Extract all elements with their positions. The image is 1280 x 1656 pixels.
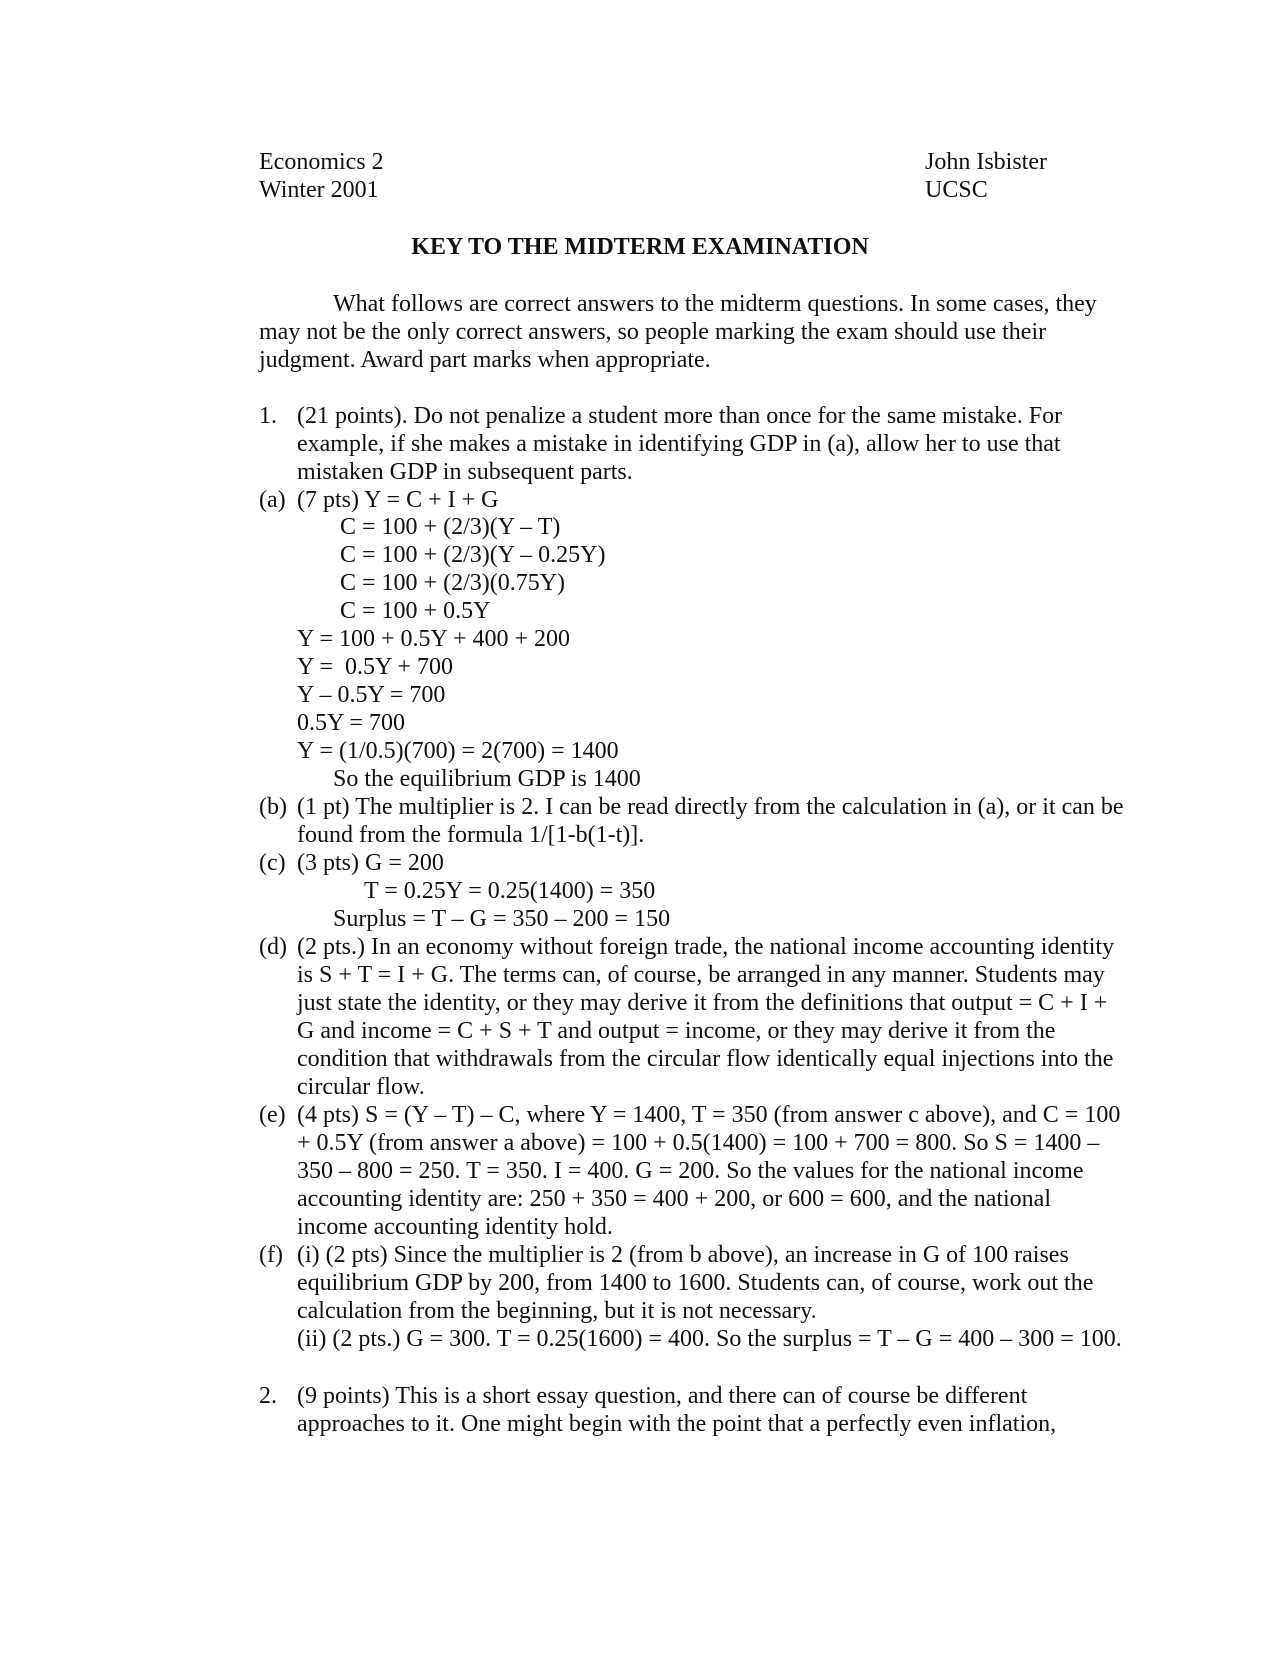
question-text-line: mistaken GDP in subsequent parts. bbox=[297, 459, 633, 485]
intro-line: may not be the only correct answers, so people marking the exam should use their bbox=[259, 319, 1047, 345]
part-e-line: + 0.5Y (from answer a above) = 100 + 0.5(1400) = 100 + 700 = 800. So S = 1400 – bbox=[297, 1130, 1100, 1156]
course-term: Winter 2001 bbox=[259, 177, 379, 203]
part-d-line: circular flow. bbox=[297, 1074, 425, 1100]
part-d-line: is S + T = I + G. The terms can, of course, be arranged in any manner. Students may bbox=[297, 962, 1105, 988]
solve-step: Y = 100 + 0.5Y + 400 + 200 bbox=[297, 626, 571, 652]
part-c-line: (3 pts) G = 200 bbox=[297, 850, 444, 876]
page-title: KEY TO THE MIDTERM EXAMINATION bbox=[411, 234, 869, 260]
part-label-c: (c) bbox=[259, 850, 286, 876]
question-text-line: approaches to it. One might begin with the point that a perfectly even inflation, bbox=[297, 1411, 1057, 1437]
part-e-line: income accounting identity hold. bbox=[297, 1214, 613, 1240]
intro-line: judgment. Award part marks when appropriate. bbox=[259, 347, 711, 373]
part-c-surplus: Surplus = T – G = 350 – 200 = 150 bbox=[333, 906, 671, 932]
part-b-line: (1 pt) The multiplier is 2. I can be read directly from the calculation in (a), or it can be bbox=[297, 794, 1124, 820]
part-c-tax: T = 0.25Y = 0.25(1400) = 350 bbox=[364, 878, 656, 904]
part-b-line: found from the formula 1/[1-b(1-t)]. bbox=[297, 822, 645, 848]
course-name: Economics 2 bbox=[259, 149, 384, 175]
question-number: 1. bbox=[259, 403, 277, 429]
question-text-line: (9 points) This is a short essay question, and there can of course be different bbox=[297, 1383, 1028, 1409]
part-a-conclusion: So the equilibrium GDP is 1400 bbox=[333, 766, 641, 792]
consumption-step: C = 100 + (2/3)(0.75Y) bbox=[340, 570, 566, 596]
solve-step: Y = (1/0.5)(700) = 2(700) = 1400 bbox=[297, 738, 619, 764]
part-label-d: (d) bbox=[259, 934, 287, 960]
instructor-name: John Isbister bbox=[925, 149, 1047, 175]
part-f-line: calculation from the beginning, but it is not necessary. bbox=[297, 1298, 817, 1324]
part-d-line: condition that withdrawals from the circular flow identically equal injections into the bbox=[297, 1046, 1114, 1072]
part-f-line: (ii) (2 pts.) G = 300. T = 0.25(1600) = 400. So the surplus = T – G = 400 – 300 = 100. bbox=[297, 1326, 1122, 1352]
part-d-line: (2 pts.) In an economy without foreign trade, the national income accounting identity bbox=[297, 934, 1115, 960]
part-label-e: (e) bbox=[259, 1102, 286, 1128]
question-text-line: example, if she makes a mistake in identifying GDP in (a), allow her to use that bbox=[297, 431, 1061, 457]
question-text-line: (21 points). Do not penalize a student more than once for the same mistake. For bbox=[297, 403, 1063, 429]
part-label-b: (b) bbox=[259, 794, 287, 820]
solve-step: 0.5Y = 700 bbox=[297, 710, 405, 736]
intro-line: What follows are correct answers to the midterm questions. In some cases, they bbox=[333, 291, 1097, 317]
solve-step: Y = 0.5Y + 700 bbox=[297, 654, 453, 680]
part-label-a: (a) bbox=[259, 487, 286, 513]
consumption-step: C = 100 + (2/3)(Y – T) bbox=[340, 514, 561, 540]
part-e-line: 350 – 800 = 250. T = 350. I = 400. G = 200. So the values for the national income bbox=[297, 1158, 1084, 1184]
question-number: 2. bbox=[259, 1383, 277, 1409]
part-a-equation: (7 pts) Y = C + I + G bbox=[297, 487, 499, 513]
part-d-line: just state the identity, or they may derive it from the definitions that output = C + I + bbox=[297, 990, 1108, 1016]
part-f-line: equilibrium GDP by 200, from 1400 to 1600. Students can, of course, work out the bbox=[297, 1270, 1094, 1296]
part-e-line: (4 pts) S = (Y – T) – C, where Y = 1400, T = 350 (from answer c above), and C = 100 bbox=[297, 1102, 1121, 1128]
institution-name: UCSC bbox=[925, 177, 988, 203]
part-f-line: (i) (2 pts) Since the multiplier is 2 (from b above), an increase in G of 100 raises bbox=[297, 1242, 1069, 1268]
part-d-line: G and income = C + S + T and output = income, or they may derive it from the bbox=[297, 1018, 1056, 1044]
consumption-step: C = 100 + 0.5Y bbox=[340, 598, 491, 624]
part-label-f: (f) bbox=[259, 1242, 283, 1268]
solve-step: Y – 0.5Y = 700 bbox=[297, 682, 446, 708]
consumption-step: C = 100 + (2/3)(Y – 0.25Y) bbox=[340, 542, 606, 568]
part-e-line: accounting identity are: 250 + 350 = 400 + 200, or 600 = 600, and the national bbox=[297, 1186, 1051, 1212]
